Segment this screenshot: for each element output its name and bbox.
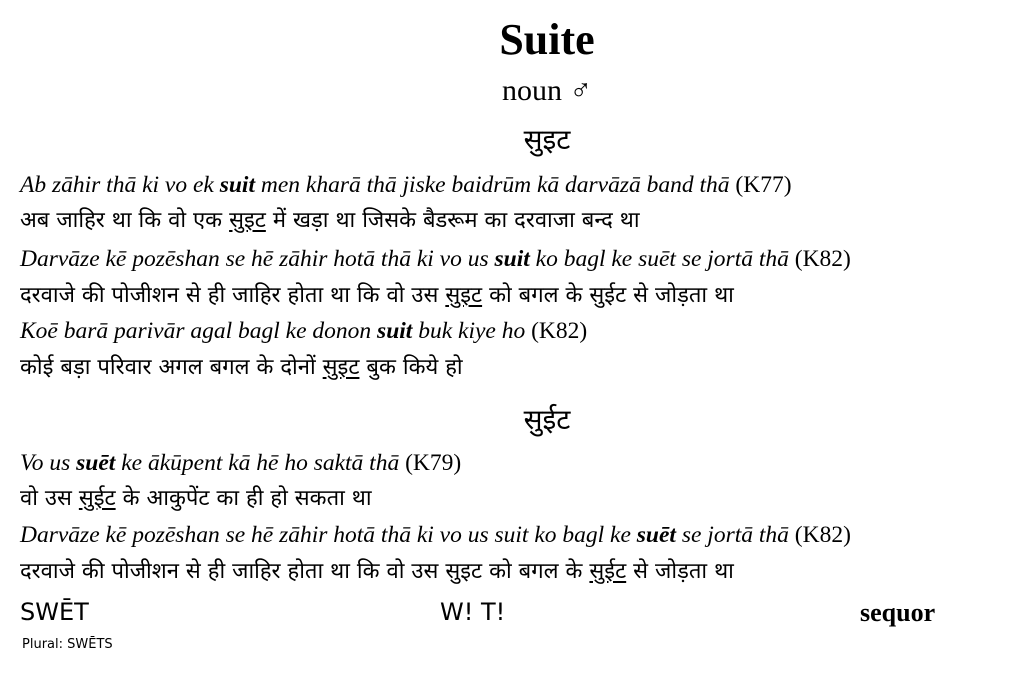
example-devanagari: वो उस सुईट के आकुपेंट का ही हो सकता था xyxy=(20,486,372,511)
example-roman: Koē barā parivār agal bagl ke donon suit buk kiye ho (K82) xyxy=(20,318,588,344)
pronunciation: SWĒT xyxy=(20,598,89,626)
example-roman: Darvāze kē pozēshan se hē zāhir hotā thā ki vo us suit ko bagl ke suēt se jortā thā (K82) xyxy=(20,246,851,272)
headword-title: Suite xyxy=(499,15,595,64)
stress-marker: W! T! xyxy=(440,598,506,626)
example-devanagari: दरवाजे की पोजीशन से ही जाहिर होता था कि वो उस सुइट को बगल के सुईट से जोड़ता था xyxy=(20,559,734,584)
section-heading-1: सुइट xyxy=(523,123,571,156)
example-roman: Darvāze kē pozēshan se hē zāhir hotā thā ki vo us suit ko bagl ke suēt se jortā thā (K82) xyxy=(20,522,851,548)
example-roman: Vo us suēt ke ākūpent kā hē ho saktā thā (K79) xyxy=(20,450,462,476)
part-of-speech: noun ♂ xyxy=(502,74,592,107)
section-heading-2: सुईट xyxy=(523,403,571,436)
example-devanagari: कोई बड़ा परिवार अगल बगल के दोनों सुइट बुक किये हो xyxy=(20,355,463,380)
example-roman: Ab zāhir thā ki vo ek suit men kharā thā jiske baidrūm kā darvāzā band thā (K77) xyxy=(20,172,792,198)
plural-pronunciation: Plural: SWĒTS xyxy=(22,637,113,652)
etymology-root: sequor xyxy=(860,598,936,627)
example-devanagari: अब जाहिर था कि वो एक सुइट में खड़ा था जिसके बैडरूम का दरवाजा बन्द था xyxy=(20,208,640,233)
example-devanagari: दरवाजे की पोजीशन से ही जाहिर होता था कि वो उस सुइट को बगल के सुईट से जोड़ता था xyxy=(20,283,734,308)
